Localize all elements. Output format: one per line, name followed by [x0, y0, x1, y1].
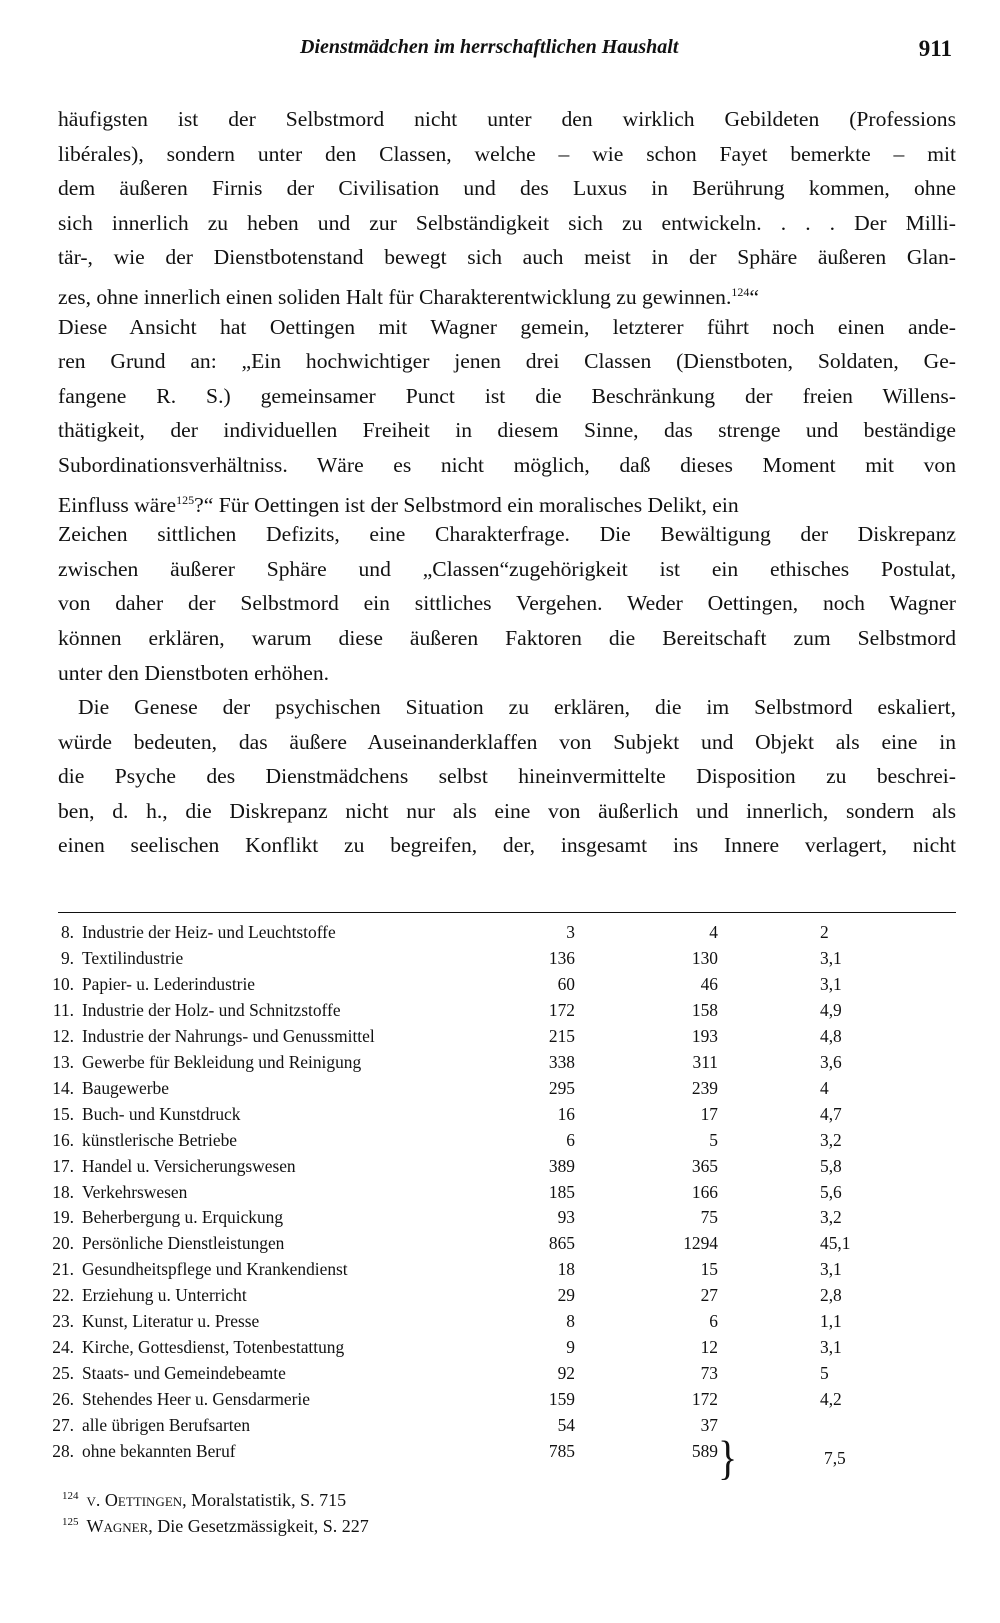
footnote-ref-124: 124 — [731, 284, 750, 299]
row-label: Papier- u. Lederindustrie — [82, 973, 256, 994]
row-value-1: 8 — [566, 1311, 575, 1332]
row-value-3: 3,2 — [820, 1129, 842, 1150]
row-label: Staats- und Gemeindebeamte — [82, 1363, 286, 1384]
footnote-text: , Moralstatistik, S. 715 — [182, 1490, 347, 1510]
row-value-2: 37 — [700, 1415, 718, 1436]
row-label: Kunst, Literatur u. Presse — [82, 1311, 260, 1332]
row-number: 8. — [60, 922, 74, 942]
page-number: 911 — [918, 36, 952, 61]
table-row — [0, 1104, 1000, 1130]
row-value-1: 29 — [557, 1285, 575, 1306]
row-value-1: 159 — [548, 1389, 575, 1410]
text-line: zwischen äußerer Sphäre und „Classen“zugehörigkeit ist ein ethisches Postulat, — [58, 556, 956, 581]
text-line: einen seelischen Konflikt zu begreifen, der, insgesamt ins Innere verlagert, nicht — [58, 833, 956, 858]
row-value-3: 3,1 — [820, 947, 842, 968]
row-value-1: 215 — [548, 1025, 575, 1046]
row-number: 22. — [52, 1285, 74, 1306]
row-number: 26. — [52, 1389, 74, 1410]
row-value-3: 5,6 — [820, 1181, 842, 1202]
closing-quote: “ — [749, 285, 759, 310]
row-label: Industrie der Heiz- und Leuchtstoffe — [82, 922, 336, 942]
row-value-2: 172 — [691, 1389, 718, 1410]
footnote-124 — [62, 1490, 346, 1511]
row-number: 24. — [52, 1337, 74, 1358]
row-number: 9. — [60, 947, 74, 968]
footnote-author: v. Oettingen — [86, 1490, 183, 1510]
row-value-1: 60 — [557, 973, 575, 994]
text-line: Die Genese der psychischen Situation zu erklären, die im Selbstmord eskaliert, — [78, 695, 956, 720]
table-row — [0, 1052, 1000, 1078]
text-line: ren Grund an: „Ein hochwichtiger jenen drei Classen (Dienstboten, Soldaten, Ge- — [58, 349, 956, 374]
row-value-1: 6 — [566, 1129, 575, 1150]
running-head — [0, 36, 1000, 66]
body-text — [58, 102, 956, 863]
row-value-2: 73 — [700, 1363, 718, 1384]
table-row — [0, 1130, 1000, 1156]
text-line: libérales), sondern unter den Classen, welche – wie schon Fayet bemerkte – mit — [58, 141, 956, 166]
row-number: 23. — [52, 1311, 74, 1332]
row-number: 10. — [52, 973, 74, 994]
table-row — [0, 1182, 1000, 1208]
row-value-3: 2 — [820, 922, 829, 942]
row-label: Gewerbe für Bekleidung und Reinigung — [82, 1051, 362, 1072]
row-value-1: 92 — [557, 1363, 575, 1384]
text-line: Diese Ansicht hat Oettingen mit Wagner gemein, letzterer führt noch einen ande- — [58, 314, 956, 339]
text-line: Zeichen sittlichen Defizits, eine Charakterfrage. Die Bewältigung der Diskrepanz — [58, 522, 956, 547]
table-row — [0, 974, 1000, 1000]
table-row — [0, 1078, 1000, 1104]
row-label: Verkehrswesen — [82, 1181, 188, 1202]
text-line: unter den Dienstboten erhöhen. — [58, 660, 330, 685]
row-value-2: 1294 — [683, 1233, 718, 1254]
row-value-1: 338 — [548, 1051, 575, 1072]
text-line: zes, ohne innerlich einen soliden Halt für Charakterentwicklung zu gewinnen. — [58, 285, 732, 310]
row-value-3: 1,1 — [820, 1311, 842, 1332]
running-title: Dienstmädchen im herrschaftlichen Haushalt — [300, 36, 679, 58]
row-value-2: 75 — [700, 1207, 718, 1228]
table-row — [0, 1207, 1000, 1233]
text-line: von daher der Selbstmord ein sittliches Vergehen. Weder Oettingen, noch Wagner — [58, 591, 956, 616]
row-label: Beherbergung u. Erquickung — [82, 1207, 284, 1228]
row-value-2: 6 — [709, 1311, 718, 1332]
table-row — [0, 1389, 1000, 1415]
row-number: 27. — [52, 1415, 74, 1436]
row-value-1: 865 — [548, 1233, 575, 1254]
row-value-2: 27 — [700, 1285, 718, 1306]
footnote-number: 125 — [62, 1516, 79, 1528]
footnote-125 — [62, 1516, 369, 1537]
row-value-1: 16 — [557, 1103, 575, 1124]
row-number: 25. — [52, 1363, 74, 1384]
row-value-2: 239 — [691, 1077, 718, 1098]
row-value-1: 172 — [548, 999, 575, 1020]
row-number: 17. — [52, 1155, 74, 1176]
table-row — [0, 1337, 1000, 1363]
row-value-2: 311 — [692, 1051, 718, 1072]
row-value-2: 130 — [691, 947, 718, 968]
text-line-with-ref — [58, 275, 956, 310]
text-line: können erklären, warum diese äußeren Faktoren die Bereitschaft zum Selbstmord — [58, 625, 956, 650]
row-value-2: 589 — [691, 1441, 718, 1461]
row-value-2: 166 — [691, 1181, 718, 1202]
table-row — [0, 1233, 1000, 1259]
row-label: Industrie der Nahrungs- und Genussmittel — [82, 1025, 375, 1046]
row-value-1: 136 — [548, 947, 575, 968]
table-row — [0, 1285, 1000, 1311]
row-value-2: 5 — [709, 1129, 718, 1150]
table-row — [0, 1441, 1000, 1467]
text-line: sich innerlich zu heben und zur Selbständigkeit sich zu entwickeln. . . . Der Milli- — [58, 210, 956, 235]
row-value-2: 158 — [691, 999, 718, 1020]
row-value-3: 45,1 — [820, 1233, 851, 1254]
row-value-3: 4,7 — [820, 1103, 842, 1124]
table-row — [0, 1311, 1000, 1337]
row-label: alle übrigen Berufsarten — [82, 1415, 251, 1436]
row-value-1: 3 — [566, 922, 575, 942]
text-line: häufigsten ist der Selbstmord nicht unter den wirklich Gebildeten (Professions — [58, 107, 956, 131]
row-value-1: 185 — [548, 1181, 575, 1202]
row-number: 15. — [52, 1103, 74, 1124]
row-number: 21. — [52, 1259, 74, 1280]
row-value-3: 4 — [820, 1077, 829, 1098]
row-label: ohne bekannten Beruf — [82, 1441, 236, 1461]
row-value-3: 5,8 — [820, 1155, 842, 1176]
row-label: Persönliche Dienstleistungen — [82, 1233, 285, 1254]
table-row — [0, 1000, 1000, 1026]
row-value-3: 4,9 — [820, 999, 842, 1020]
text-line-with-ref — [58, 483, 956, 518]
text-line: thätigkeit, der individuellen Freiheit in diesem Sinne, das strenge und beständige — [58, 418, 956, 443]
table-row — [0, 1259, 1000, 1285]
table-row — [0, 1156, 1000, 1182]
row-value-3: 3,1 — [820, 1337, 842, 1358]
footnote-divider — [58, 912, 956, 913]
row-label: Gesundheitspflege und Krankendienst — [82, 1259, 348, 1280]
merged-percentage: 7,5 — [824, 1448, 846, 1468]
row-value-1: 9 — [566, 1337, 575, 1358]
row-value-2: 4 — [709, 922, 718, 942]
row-value-3: 3,6 — [820, 1051, 842, 1072]
row-value-2: 12 — [700, 1337, 718, 1358]
table-row — [0, 948, 1000, 974]
text-line: die Psyche des Dienstmädchens selbst hineinvermittelte Disposition zu beschrei- — [58, 764, 956, 789]
row-label: Kirche, Gottesdienst, Totenbestattung — [82, 1337, 345, 1358]
text-line-continuation: ?“ Für Oettingen ist der Selbstmord ein moralisches Delikt, ein — [194, 492, 739, 517]
row-value-1: 18 — [557, 1259, 575, 1280]
table-row — [0, 1026, 1000, 1052]
row-label: Handel u. Versicherungswesen — [82, 1155, 296, 1176]
row-value-3: 4,8 — [820, 1025, 842, 1046]
table-row — [0, 922, 1000, 948]
row-number: 13. — [52, 1051, 74, 1072]
row-value-3: 2,8 — [820, 1285, 842, 1306]
text-line: ben, d. h., die Diskrepanz nicht nur als eine von äußerlich und innerlich, sondern als — [58, 798, 956, 823]
row-value-1: 785 — [548, 1441, 575, 1461]
footnote-text: , Die Gesetzmässigkeit, S. 227 — [148, 1516, 369, 1536]
row-value-2: 17 — [700, 1103, 718, 1124]
row-value-3: 3,2 — [820, 1207, 842, 1228]
row-value-3: 5 — [820, 1363, 829, 1384]
footnote-author: Wagner — [86, 1516, 149, 1536]
brace-bracket: } — [718, 1430, 738, 1485]
table-row — [0, 1363, 1000, 1389]
row-number: 18. — [52, 1181, 74, 1202]
row-value-3: 3,1 — [820, 1259, 842, 1280]
footnote-number: 124 — [62, 1490, 79, 1502]
row-label: Industrie der Holz- und Schnitzstoffe — [82, 999, 341, 1020]
text-line: würde bedeuten, das äußere Auseinanderklaffen von Subjekt und Objekt als eine in — [58, 729, 956, 754]
row-value-1: 93 — [557, 1207, 575, 1228]
row-number: 14. — [52, 1077, 74, 1098]
row-value-2: 15 — [700, 1259, 718, 1280]
row-number: 16. — [52, 1129, 74, 1150]
row-label: Buch- und Kunstdruck — [82, 1103, 241, 1124]
row-value-2: 46 — [700, 973, 718, 994]
row-value-3: 3,1 — [820, 973, 842, 994]
row-number: 20. — [52, 1233, 74, 1254]
row-value-3: 4,2 — [820, 1389, 842, 1410]
row-number: 19. — [52, 1207, 74, 1228]
row-value-1: 389 — [548, 1155, 575, 1176]
row-label: Erziehung u. Unterricht — [82, 1285, 247, 1306]
row-value-2: 365 — [691, 1155, 718, 1176]
row-value-1: 54 — [557, 1415, 575, 1436]
text-line: dem äußeren Firnis der Civilisation und des Luxus in Berührung kommen, ohne — [58, 176, 956, 201]
table-row — [0, 1415, 1000, 1441]
row-label: Textilindustrie — [82, 947, 184, 968]
text-line: Einfluss wäre — [58, 492, 177, 517]
row-label: künstlerische Betriebe — [82, 1129, 238, 1150]
text-line: Subordinationsverhältniss. Wäre es nicht möglich, daß dieses Moment mit von — [58, 452, 956, 477]
row-number: 11. — [52, 999, 74, 1020]
footnote-ref-125: 125 — [176, 492, 195, 507]
row-number: 12. — [52, 1025, 74, 1046]
row-value-2: 193 — [691, 1025, 718, 1046]
row-value-1: 295 — [548, 1077, 575, 1098]
row-number: 28. — [52, 1441, 74, 1461]
text-line: tär-, wie der Dienstbotenstand bewegt sich auch meist in der Sphäre äußeren Glan- — [58, 245, 956, 270]
row-label: Baugewerbe — [82, 1077, 169, 1098]
row-label: Stehendes Heer u. Gensdarmerie — [82, 1389, 310, 1410]
text-line: fangene R. S.) gemeinsamer Punct ist die Beschränkung der freien Willens- — [58, 383, 956, 408]
